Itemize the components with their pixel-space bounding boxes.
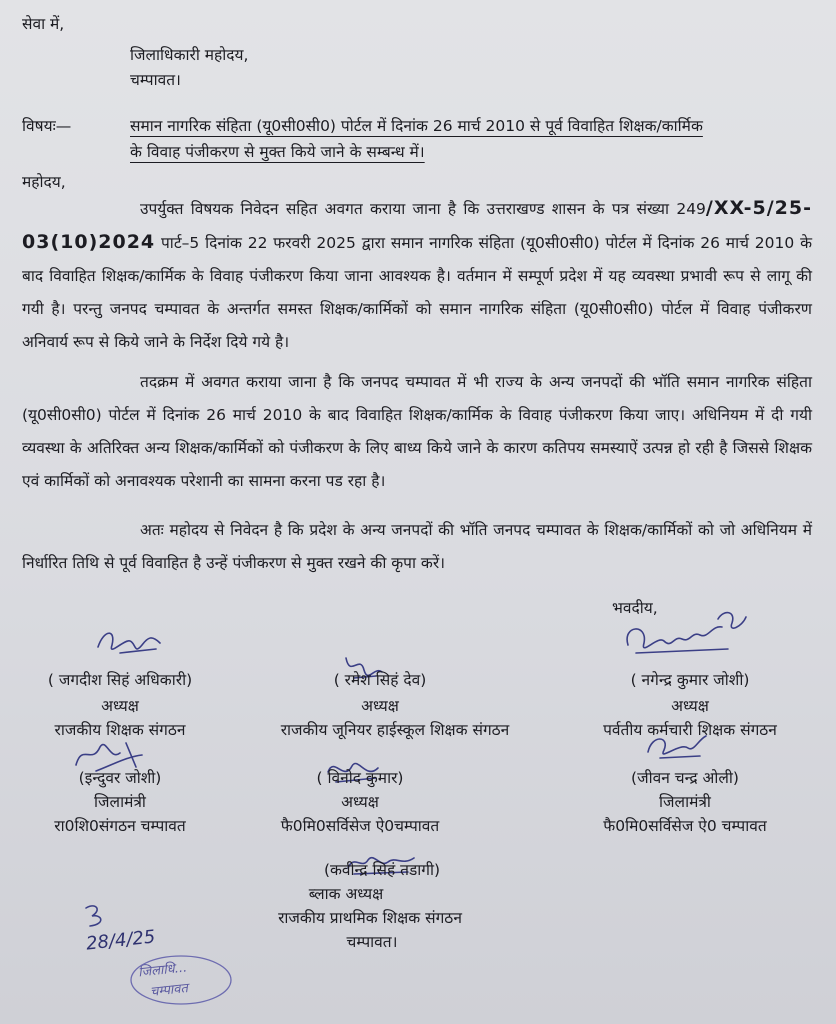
receipt-stamp-line-1: जिलाधि... xyxy=(137,960,188,981)
receipt-date: 28/4/25 xyxy=(85,926,157,955)
subject-label: विषयः— xyxy=(22,117,72,135)
greeting: महोदय, xyxy=(22,173,66,191)
letter-ref-number: /XX-5/25-03(10)2024 xyxy=(22,197,812,253)
body-paragraph-2: तदक्रम में अवगत कराया जाना है कि जनपद चम्पावत में भी राज्य के अन्य जनपदों की भॉति समान नागरिक संहिता (यू0सी0सी0) पोर्टल में दिनांक 26 मार्च 2010 के बाद विवाहित शिक्षक/कार्मिक के विवाह पंजीकरण किया जाए। अधिनियम में दी गयी व्यवस्था के अतिरिक्त अन्य शिक्षक/कार्मिकों को पंजीकरण के लिए बाध्य किये जाने के कारण कतिपय समस्याऐं उत्पन्न हो रही है जिससे शिक्षक एवं कार्मिकों को अनावश्यक परेशानी का सामना करना पड रहा है। xyxy=(22,373,812,490)
closing: भवदीय, xyxy=(612,599,658,617)
subject-line-2: के विवाह पंजीकरण से मुक्त किये जाने के सम्बन्ध में। xyxy=(130,143,425,161)
signatory-1-role: अध्यक्ष xyxy=(101,697,139,715)
subject-line-1: समान नागरिक संहिता (यू0सी0सी0) पोर्टल में दिनांक 26 मार्च 2010 से पूर्व विवाहित शिक्षक/कार्मिक xyxy=(130,117,703,135)
signatory-4-org: रा0शि0संगठन चम्पावत xyxy=(54,817,186,835)
signatory-3-org: पर्वतीय कर्मचारी शिक्षक संगठन xyxy=(603,721,777,739)
body-paragraph-1 xyxy=(22,192,812,359)
paragraph-1-start: उपर्युक्त विषयक निवेदन सहित अवगत कराया जाना है कि उत्तराखण्ड शासन के पत्र संख्या xyxy=(140,200,670,218)
signatory-6-org: फै0मि0सर्विसेज ऐ0 चम्पावत xyxy=(603,817,767,835)
signatory-6-role: जिलामंत्री xyxy=(659,793,711,811)
signatory-7-role: ब्लाक अध्यक्ष xyxy=(308,885,384,903)
signatory-7-name: (कवीन्द्र सिहं तडागी) xyxy=(323,861,441,879)
signatory-1-name: ( जगदीश सिहं अधिकारी) xyxy=(47,671,193,689)
signatory-2-role: अध्यक्ष xyxy=(361,697,399,715)
signatory-3-name: ( नगेन्द्र कुमार जोशी) xyxy=(630,671,750,689)
signatory-1-org: राजकीय शिक्षक संगठन xyxy=(54,721,186,739)
signatory-5-name: ( विनोद कुमार) xyxy=(316,769,404,787)
recipient-place: चम्पावत। xyxy=(130,71,181,89)
recipient: जिलाधिकारी महोदय, xyxy=(130,46,249,64)
signatory-2-name: ( रमेश सिहं देव) xyxy=(333,671,427,689)
receipt-stamp-outline xyxy=(126,950,236,1010)
paragraph-1-rest: पार्ट–5 दिनांक 22 फरवरी 2025 द्वारा समान नागरिक संहिता (यू0सी0सी0) पोर्टल में दिनांक 26 मार्च 2010 के बाद विवाहित शिक्षक/कार्मिक के विवाह पंजीकरण किया जाना आवश्यक है। वर्तमान में सम्पूर्ण प्रदेश में यह व्यवस्था प्रभावी रूप से लागू की गयी है। परन्तु जनपद चम्पावत के अन्तर्गत समस्त शिक्षक/कार्मिकों को समान नागरिक संहिता (यू0सी0सी0) पोर्टल में विवाह पंजीकरण अनिवार्य रूप से किये जाने के निर्देश दिये गये है। xyxy=(22,234,812,351)
signatory-3-role: अध्यक्ष xyxy=(671,697,709,715)
signatory-5-role: अध्यक्ष xyxy=(341,793,379,811)
signatory-7-place: चम्पावत। xyxy=(346,933,398,951)
signatory-6-name: (जीवन चन्द्र ओली) xyxy=(631,769,739,787)
receipt-stamp-line-2: चम्पावत xyxy=(149,981,189,1000)
signatory-4-name: (इन्दुवर जोशी) xyxy=(78,769,162,787)
letter-ref-prefix: 249 xyxy=(676,200,706,218)
body-paragraph-3: अतः महोदय से निवेदन है कि प्रदेश के अन्य जनपदों की भॉति जनपद चम्पावत के शिक्षक/कार्मिकों को जो अधिनियम में निर्धारित तिथि से पूर्व विवाहित है उन्हें पंजीकरण से मुक्त रखने की कृपा करें। xyxy=(22,521,812,572)
signature-3 xyxy=(618,605,758,665)
signatory-5-org: फै0मि0सर्विसेज ऐ0चम्पावत xyxy=(280,817,440,835)
signatory-4-role: जिलामंत्री xyxy=(94,793,146,811)
signatory-7-org: राजकीय प्राथमिक शिक्षक संगठन xyxy=(278,909,462,927)
signatory-2-org: राजकीय जूनियर हाईस्कूल शिक्षक संगठन xyxy=(280,721,510,739)
receipt-initial xyxy=(80,900,120,930)
salutation-to: सेवा में, xyxy=(22,15,65,33)
signature-1 xyxy=(90,625,170,665)
